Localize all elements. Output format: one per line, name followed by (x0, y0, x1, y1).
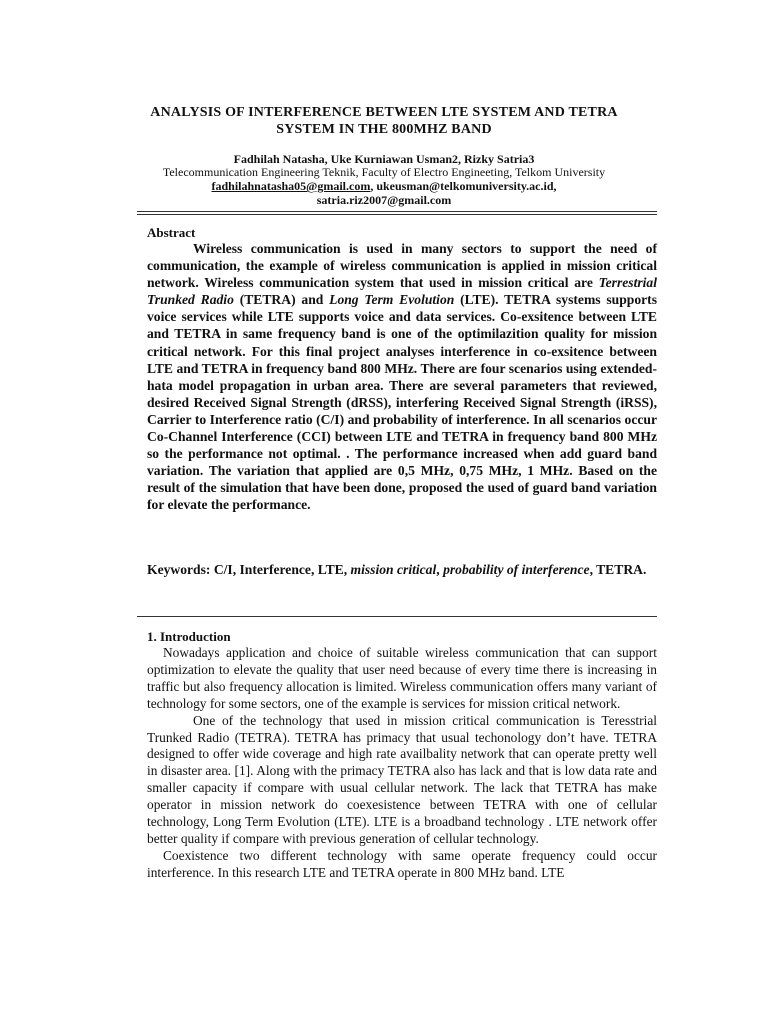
keywords-text-3: , TETRA. (589, 562, 647, 577)
header-divider-top (137, 211, 657, 212)
keywords-label: Keywords: (147, 562, 211, 577)
intro-paragraph-1: Nowadays application and choice of suitable wireless communication that can support optimization to elevate the quality that user need because of every time there is increasing in traffic but also frequency allocation is limited. Wireless communication offers many variant of technology for some sectors, one of the example is services for mission critical network. (147, 645, 657, 711)
keywords (147, 561, 657, 579)
email-separator: , (370, 179, 377, 193)
abstract-text-3: (LTE). TETRA systems supports voice services while LTE supports voice and data services. Co-exsitence between LTE and TETRA in same frequency band is one of the optimilazition quality for mission critical network. For this final project analyses interference in co-exsitence between LTE and TETRA in frequency band 800 MHz. There are four scenarios using extended-hata model propagation in urban area. There are several parameters that reviewed, desired Received Signal Strength (dRSS), interfering Received Signal Strength (iRSS), Carrier to Interference ratio (C/I) and probability of interference. In all scenarios occur Co-Channel Interference (CCI) between LTE and TETRA in frequency band 800 MHz so the performance not optimal. . The performance increased when add guard band variation. The variation that applied are 0,5 MHz, 0,75 MHz, 1 MHz. Based on the result of the simulation that have been done, proposed the used of guard band variation for elevate the performance. (147, 292, 657, 513)
keywords-italic-1: mission critical (350, 562, 437, 577)
keywords-divider (137, 616, 657, 617)
author-list: Fadhilah Natasha, Uke Kurniawan Usman2, Rizky Satria3 (233, 152, 535, 166)
keywords-text-2: , (436, 562, 444, 577)
paper-title-line-1: ANALYSIS OF INTERFERENCE BETWEEN LTE SYSTEM AND TETRA (150, 105, 618, 120)
intro-paragraph-2: One of the technology that used in mission critical communication is Teresstrial Trunked Radio (TETRA). TETRA has primacy that usual techonology don’t have. TETRA designed to offer wide coverage and high rate availbality network that can operate pretty well in disaster area. [1]. Along with the primacy TETRA also has lack and that is low data rate and smaller capacity if compare with usual cellular network. The lack that TETRA has make operator in mission network do coexesistence between TETRA with one of cellular technology, Long Term Evolution (LTE). LTE is a broadband technology . LTE network offer better quality if compare with previous generation of cellular technology. (147, 712, 657, 846)
author-emails-line-1 (0, 180, 768, 192)
abstract-paragraph (147, 240, 657, 514)
email-text-2: ukeusman@telkomuniversity.ac.id, (376, 179, 557, 193)
author-emails-line-2: satria.riz2007@gmail.com (316, 193, 452, 207)
email-link-1[interactable]: fadhilahnatasha05@gmail.com (211, 179, 371, 193)
author-affiliation: Telecommunication Engineering Teknik, Faculty of Electro Engineeting, Telkom University (162, 165, 606, 179)
section-1-heading: 1. Introduction (147, 629, 231, 644)
abstract-body (147, 240, 657, 514)
abstract-heading: Abstract (147, 225, 196, 240)
abstract-italic-lte: Long Term Evolution (329, 292, 455, 308)
header-divider-bottom (137, 214, 657, 215)
keywords-text-1: C/I, Interference, LTE, (210, 562, 351, 577)
paper-title-line-2: SYSTEM IN THE 800MHZ BAND (276, 122, 492, 137)
abstract-text-1: Wireless communication is used in many sectors to support the need of communication, the example of wireless communication is applied in mission critical network. Wireless communication system that used in mission critical are (147, 241, 657, 291)
introduction-body (147, 645, 657, 882)
abstract-italic-tetra: Terrestrial Trunked Radio (147, 275, 657, 308)
keywords-italic-2: probability of interference (443, 562, 590, 577)
intro-paragraph-3: Coexistence two different technology with same operate frequency could occur interference. In this research LTE and TETRA operate in 800 MHz band. LTE (147, 847, 657, 880)
abstract-text-2: (TETRA) and (233, 292, 330, 308)
